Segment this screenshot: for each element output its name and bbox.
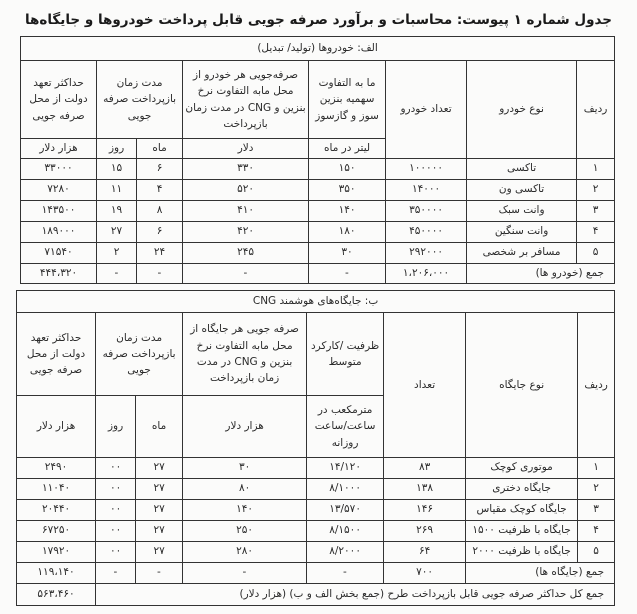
cell-type: موتوری کوچک <box>466 458 578 479</box>
cell-row-no: ۴ <box>577 222 615 243</box>
cell-saving: ۴۲۰ <box>183 222 309 243</box>
total-row <box>17 563 615 584</box>
header-duration: مدت زمان بازپرداخت صرفه جویی <box>97 61 183 139</box>
cell-row-no: ۵ <box>578 542 615 563</box>
cell-saving: ۵۲۰ <box>183 180 309 201</box>
header-station-count: تعداد <box>384 313 466 458</box>
section-a-caption: الف: خودروها (تولید/ تبدیل) <box>21 37 615 61</box>
page-title: جدول شماره ۱ پیوست: محاسبات و برآورد صرفه جویی قابل پرداخت خودروها و جایگاه‌ها <box>24 12 613 28</box>
table-row <box>21 180 615 201</box>
cell-max: ۶۷۲۵۰ <box>17 521 96 542</box>
table-row <box>21 159 615 180</box>
cell-saving: ۳۳۰ <box>183 159 309 180</box>
cell-saving: ۲۸۰ <box>183 542 307 563</box>
grand-total-row <box>17 584 615 606</box>
unit-thousand-dollar: هزار دلار <box>17 396 96 458</box>
cell-type: وانت سنگین <box>467 222 577 243</box>
unit-cubic-meter: مترمکعب در ساعت/ساعت روزانه <box>307 396 384 458</box>
header-capacity: ظرفیت /کارکرد متوسط <box>307 313 384 396</box>
total-max: ۱۱۹،۱۴۰ <box>17 563 96 584</box>
cell-fuel: ۱۴۰ <box>309 201 386 222</box>
cell-max: ۱۷۹۲۰ <box>17 542 96 563</box>
total-month: - <box>136 563 183 584</box>
unit-dollar: دلار <box>183 139 309 159</box>
unit-thousand-dollar: هزار دلار <box>21 139 97 159</box>
unit-day: روز <box>97 139 137 159</box>
total-max: ۴۴۴،۳۲۰ <box>21 264 97 284</box>
total-day: - <box>96 563 136 584</box>
cell-count: ۱۳۸ <box>384 479 466 500</box>
table-row <box>17 458 615 479</box>
cell-day: ۱۵ <box>97 159 137 180</box>
cell-row-no: ۳ <box>578 500 615 521</box>
cell-day: ۰۰ <box>96 521 136 542</box>
header-row-no: ردیف <box>578 313 615 458</box>
cell-day: ۰۰ <box>96 479 136 500</box>
cell-month: ۲۴ <box>137 243 183 264</box>
cell-count: ۲۹۲۰۰۰ <box>386 243 467 264</box>
cell-fuel: ۳۰ <box>309 243 386 264</box>
cell-row-no: ۵ <box>577 243 615 264</box>
header-fuel-diff: ما به التفاوت سهمیه بنزین سوز و گازسوز <box>309 61 386 139</box>
cell-capacity: ۱۴/۱۲۰ <box>307 458 384 479</box>
total-label: جمع (خودرو ها) <box>467 264 615 284</box>
cell-capacity: ۸/۲۰۰۰ <box>307 542 384 563</box>
total-day: - <box>97 264 137 284</box>
unit-month: ماه <box>136 396 183 458</box>
cell-day: ۲ <box>97 243 137 264</box>
cell-count: ۶۴ <box>384 542 466 563</box>
cell-fuel: ۳۵۰ <box>309 180 386 201</box>
grand-total-value: ۵۶۳،۴۶۰ <box>17 584 96 606</box>
cell-day: ۰۰ <box>96 542 136 563</box>
cell-type: جایگاه کوچک مقیاس <box>466 500 578 521</box>
table-row <box>17 521 615 542</box>
cell-row-no: ۳ <box>577 201 615 222</box>
cell-month: ۴ <box>137 180 183 201</box>
cell-type: جایگاه دختری <box>466 479 578 500</box>
cell-count: ۱۰۰۰۰۰ <box>386 159 467 180</box>
header-vehicle-count: تعداد خودرو <box>386 61 467 159</box>
cell-saving: ۲۵۰ <box>183 521 307 542</box>
vehicles-table <box>20 36 615 284</box>
cell-type: جایگاه با ظرفیت ۲۰۰۰ <box>466 542 578 563</box>
cell-count: ۱۴۰۰۰ <box>386 180 467 201</box>
cell-max: ۱۴۳۵۰۰ <box>21 201 97 222</box>
total-count: ۱،۲۰۶،۰۰۰ <box>386 264 467 284</box>
cell-max: ۱۸۹۰۰۰ <box>21 222 97 243</box>
cell-count: ۱۴۶ <box>384 500 466 521</box>
cell-max: ۲۰۴۴۰ <box>17 500 96 521</box>
cell-max: ۷۲۸۰ <box>21 180 97 201</box>
grand-total-label: جمع کل حداکثر صرفه جویی قابل بازپرداخت طرح (جمع بخش الف و ب) (هزار دلار) <box>96 584 615 606</box>
cell-month: ۲۷ <box>136 500 183 521</box>
cell-month: ۸ <box>137 201 183 222</box>
cell-type: جایگاه با ظرفیت ۱۵۰۰ <box>466 521 578 542</box>
total-month: - <box>137 264 183 284</box>
cell-count: ۸۳ <box>384 458 466 479</box>
unit-thousand-dollar: هزار دلار <box>183 396 307 458</box>
cell-type: مسافر بر شخصی <box>467 243 577 264</box>
cell-fuel: ۱۸۰ <box>309 222 386 243</box>
total-saving: - <box>183 264 309 284</box>
header-max-commit: حداکثر تعهد دولت از محل صرفه جویی <box>17 313 96 396</box>
cell-month: ۶ <box>137 159 183 180</box>
header-station-type: نوع جایگاه <box>466 313 578 458</box>
cell-day: ۱۹ <box>97 201 137 222</box>
header-saving: صرفه‌جویی هر خودرو از محل مابه التفاوت نرخ بنزین و CNG در مدت زمان بازپرداخت <box>183 61 309 139</box>
header-max-commit: حداکثر تعهد دولت از محل صرفه جویی <box>21 61 97 139</box>
cell-month: ۲۷ <box>136 479 183 500</box>
cell-month: ۲۷ <box>136 521 183 542</box>
header-duration: مدت زمان بازپرداخت صرفه جویی <box>96 313 183 396</box>
cell-fuel: ۱۵۰ <box>309 159 386 180</box>
unit-day: روز <box>96 396 136 458</box>
cell-day: ۲۷ <box>97 222 137 243</box>
unit-liter-per-month: لیتر در ماه <box>309 139 386 159</box>
cell-capacity: ۸/۱۰۰۰ <box>307 479 384 500</box>
unit-month: ماه <box>137 139 183 159</box>
cell-type: تاکسی <box>467 159 577 180</box>
cell-saving: ۸۰ <box>183 479 307 500</box>
table-row <box>17 479 615 500</box>
cell-capacity: ۱۳/۵۷۰ <box>307 500 384 521</box>
cell-month: ۶ <box>137 222 183 243</box>
cell-day: ۱۱ <box>97 180 137 201</box>
header-saving: صرفه جویی هر جایگاه از محل مابه التفاوت نرخ بنزین و CNG در مدت زمان بازپرداخت <box>183 313 307 396</box>
cell-type: تاکسی ون <box>467 180 577 201</box>
cell-capacity: ۸/۱۵۰۰ <box>307 521 384 542</box>
cell-type: وانت سبک <box>467 201 577 222</box>
cell-saving: ۲۴۵ <box>183 243 309 264</box>
cell-day: ۰۰ <box>96 458 136 479</box>
cell-saving: ۴۱۰ <box>183 201 309 222</box>
header-vehicle-type: نوع خودرو <box>467 61 577 159</box>
table-row <box>17 542 615 563</box>
cell-max: ۷۱۵۴۰ <box>21 243 97 264</box>
total-capacity: - <box>307 563 384 584</box>
total-row <box>21 264 615 284</box>
total-count: ۷۰۰ <box>384 563 466 584</box>
cell-saving: ۱۴۰ <box>183 500 307 521</box>
cell-month: ۲۷ <box>136 458 183 479</box>
table-row <box>17 500 615 521</box>
header-row-no: ردیف <box>577 61 615 159</box>
cell-row-no: ۱ <box>577 159 615 180</box>
cell-row-no: ۲ <box>578 479 615 500</box>
cell-row-no: ۴ <box>578 521 615 542</box>
table-row <box>21 201 615 222</box>
total-label: جمع (جایگاه ها) <box>466 563 615 584</box>
cell-day: ۰۰ <box>96 500 136 521</box>
cell-max: ۳۳۰۰۰ <box>21 159 97 180</box>
cell-row-no: ۲ <box>577 180 615 201</box>
cell-max: ۲۴۹۰ <box>17 458 96 479</box>
table-row <box>21 243 615 264</box>
section-b-caption: ب: جایگاه‌های هوشمند CNG <box>17 291 615 313</box>
total-saving: - <box>183 563 307 584</box>
cell-month: ۲۷ <box>136 542 183 563</box>
cell-max: ۱۱۰۴۰ <box>17 479 96 500</box>
cell-count: ۴۵۰۰۰۰ <box>386 222 467 243</box>
table-row <box>21 222 615 243</box>
stations-table <box>16 290 615 606</box>
cell-count: ۳۵۰۰۰۰ <box>386 201 467 222</box>
cell-saving: ۳۰ <box>183 458 307 479</box>
cell-count: ۲۶۹ <box>384 521 466 542</box>
cell-row-no: ۱ <box>578 458 615 479</box>
total-fuel: - <box>309 264 386 284</box>
